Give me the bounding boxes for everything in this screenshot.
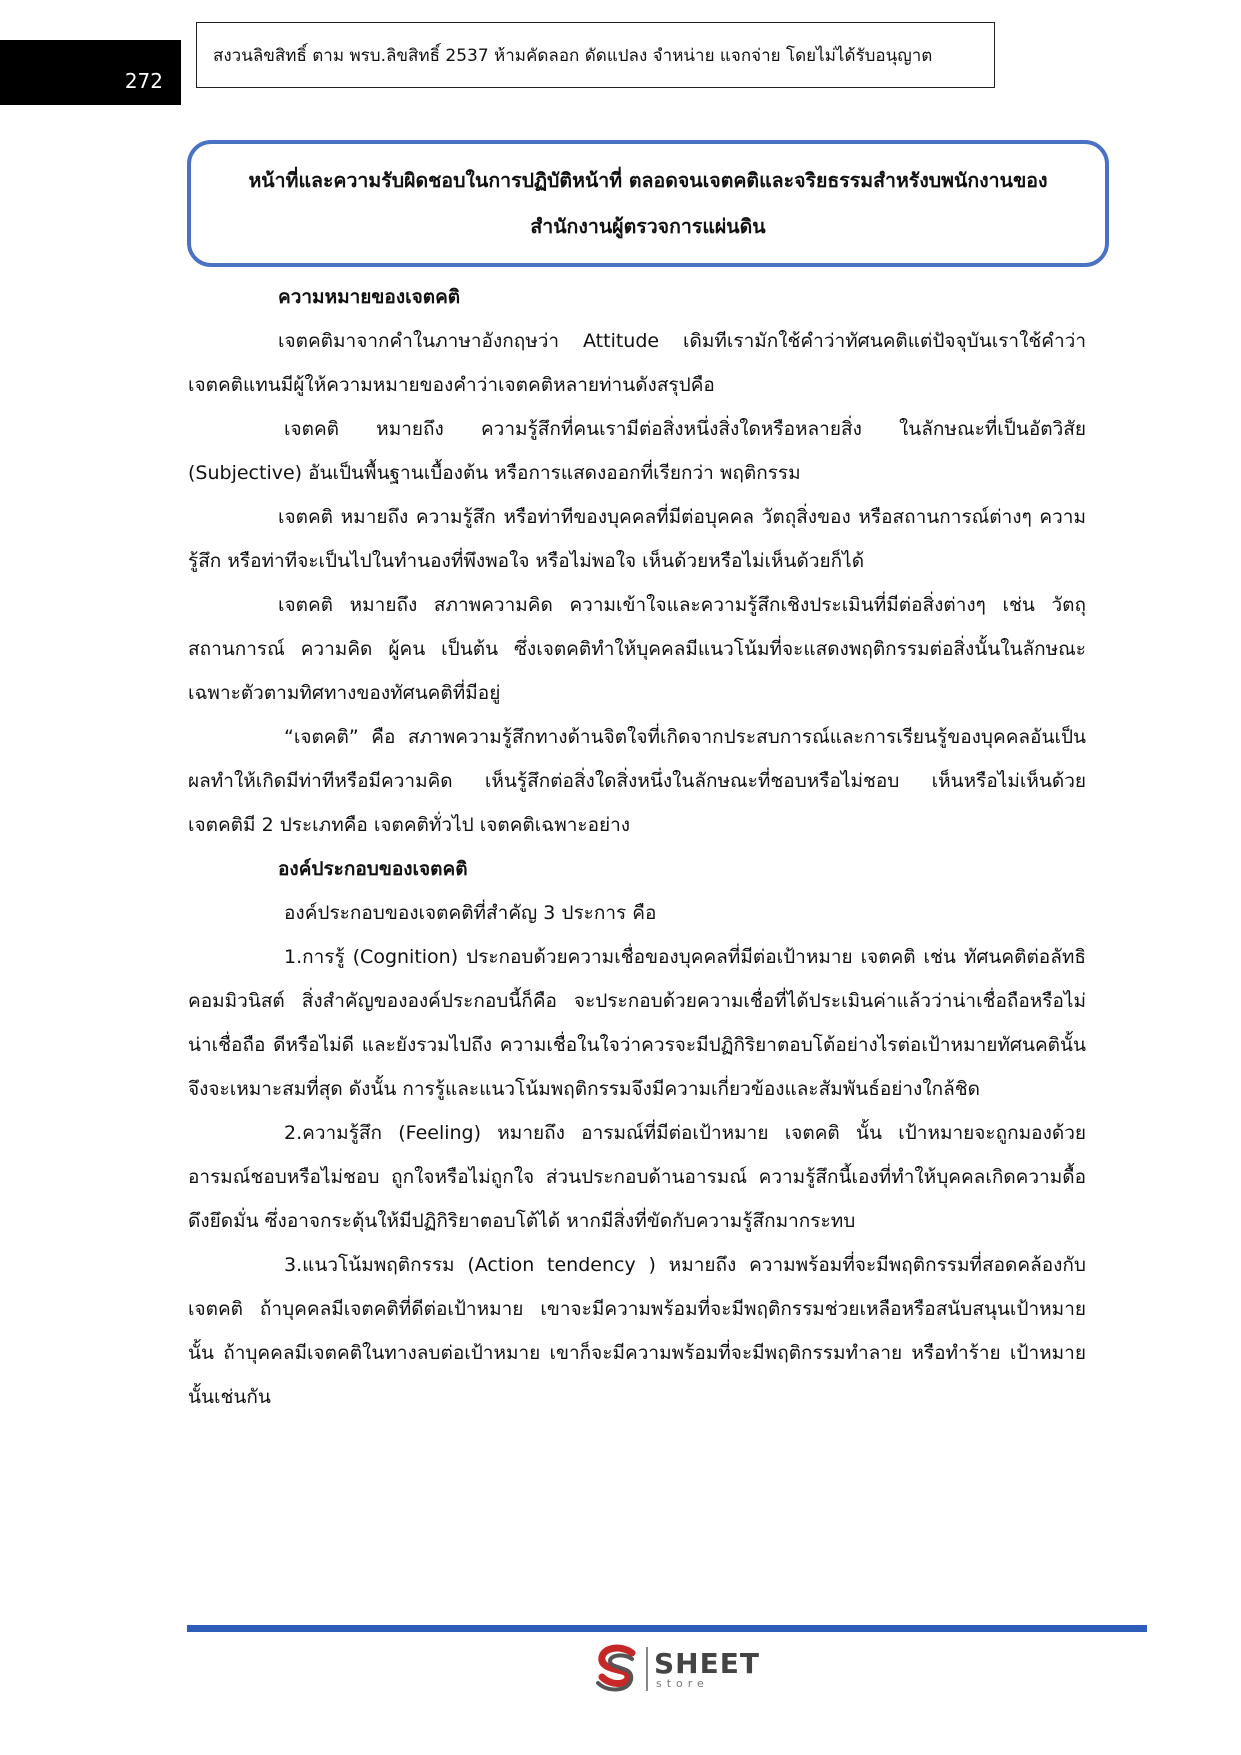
list-item: 2.ความรู้สึก (Feeling) หมายถึง อารมณ์ที่มีต่อเป้าหมาย เจตคติ นั้น เป้าหมายจะถูกมองด้วยอารมณ์ชอบหรือไม่ชอบ ถูกใจหรือไม่ถูกใจ ส่วนประกอบด้านอารมณ์ ความรู้สึกนี้เองที่ทำให้บุคคลเกิดความดื้อดึงยึดมั่น ซึ่งอาจกระตุ้นให้มีปฏิกิริยาตอบโต้ได้ หากมีสิ่งที่ขัดกับความรู้สึกมากระทบ <box>188 1122 1086 1232</box>
copyright-notice: สงวนลิขสิทธิ์ ตาม พรบ.ลิขสิทธิ์ 2537 ห้ามคัดลอก ดัดแปลง จำหน่าย แจกจ่าย โดยไม่ได้รับอนุญาต <box>196 22 995 88</box>
logo-subword: store <box>656 1676 709 1690</box>
section-heading-meaning: ความหมายของเจตคติ <box>278 286 461 308</box>
paragraph: เจตคติ หมายถึง ความรู้สึกที่คนเรามีต่อสิ่งหนึ่งสิ่งใดหรือหลายสิ่ง ในลักษณะที่เป็นอัตวิสัย (Subjective) อันเป็นพื้นฐานเบื้องต้น หรือการแสดงออกที่เรียกว่า พฤติกรรม <box>188 418 1086 484</box>
logo-s-icon <box>592 1643 642 1695</box>
list-item: 1.การรู้ (Cognition) ประกอบด้วยความเชื่อของบุคคลที่มีต่อเป้าหมาย เจตคติ เช่น ทัศนคติต่อลัทธิคอมมิวนิสต์ สิ่งสำคัญขององค์ประกอบนี้ก็คือ จะประกอบด้วยความเชื่อที่ได้ประเมินค่าแล้วว่าน่าเชื่อถือหรือไม่น่าเชื่อถือ ดีหรือไม่ดี และยังรวมไปถึง ความเชื่อในใจว่าควรจะมีปฏิกิริยาตอบโต้อย่างไรต่อเป้าหมายทัศนคตินั้นจึงจะเหมาะสมที่สุด ดังนั้น การรู้และแนวโน้มพฤติกรรมจึงมีความเกี่ยวข้องและสัมพันธ์อย่างใกล้ชิด <box>188 946 1086 1100</box>
logo-word: SHEET <box>654 1646 760 1680</box>
paragraph: องค์ประกอบของเจตคติที่สำคัญ 3 ประการ คือ <box>284 902 657 924</box>
footer-divider <box>187 1625 1147 1632</box>
section-heading-components: องค์ประกอบของเจตคติ <box>278 858 468 880</box>
title-line-2: สำนักงานผู้ตรวจการแผ่นดิน <box>530 214 766 238</box>
paragraph: เจตคติ หมายถึง สภาพความคิด ความเข้าใจและความรู้สึกเชิงประเมินที่มีต่อสิ่งต่างๆ เช่น วัตถุ สถานการณ์ ความคิด ผู้คน เป็นต้น ซึ่งเจตคติทำให้บุคคลมีแนวโน้มที่จะแสดงพฤติกรรมต่อสิ่งนั้นในลักษณะเฉพาะตัวตามทิศทางของทัศนคติที่มีอยู่ <box>188 594 1086 704</box>
title-box <box>187 140 1109 267</box>
logo-divider <box>646 1647 648 1691</box>
paragraph: เจตคติ หมายถึง ความรู้สึก หรือท่าทีของบุคคลที่มีต่อบุคคล วัตถุสิ่งของ หรือสถานการณ์ต่างๆ ความรู้สึก หรือท่าทีจะเป็นไปในทำนองที่พึงพอใจ หรือไม่พอใจ เห็นด้วยหรือไม่เห็นด้วยก็ได้ <box>188 506 1086 572</box>
sheet-store-logo <box>592 1640 762 1698</box>
title-line-1: หน้าที่และความรับผิดชอบในการปฏิบัติหน้าที่ ตลอดจนเจตคติและจริยธรรมสำหรังบพนักงานของ <box>248 168 1048 192</box>
page-number-tab <box>0 40 181 105</box>
paragraph: “เจตคติ” คือ สภาพความรู้สึกทางด้านจิตใจที่เกิดจากประสบการณ์และการเรียนรู้ของบุคคลอันเป็นผลทำให้เกิดมีท่าทีหรือมีความคิด เห็นรู้สึกต่อสิ่งใดสิ่งหนึ่งในลักษณะที่ชอบหรือไม่ชอบ เห็นหรือไม่เห็นด้วย เจตคติมี 2 ประเภทคือ เจตคติทั่วไป เจตคติเฉพาะอย่าง <box>188 726 1086 836</box>
page-number: 272 <box>124 69 163 93</box>
logo-text <box>654 1646 760 1690</box>
list-item: 3.แนวโน้มพฤติกรรม (Action tendency ) หมายถึง ความพร้อมที่จะมีพฤติกรรมที่สอดคล้องกับเจตคติ ถ้าบุคคลมีเจตคติที่ดีต่อเป้าหมาย เขาจะมีความพร้อมที่จะมีพฤติกรรมช่วยเหลือหรือสนับสนุนเป้าหมายนั้น ถ้าบุคคลมีเจตคติในทางลบต่อเป้าหมาย เขาก็จะมีความพร้อมที่จะมีพฤติกรรมทำลาย หรือทำร้าย เป้าหมายนั้นเช่นกัน <box>188 1254 1086 1408</box>
document-body <box>188 275 1086 1419</box>
paragraph: เจตคติมาจากคำในภาษาอังกฤษว่า Attitude เดิมทีเรามักใช้คำว่าทัศนคติแต่ปัจจุบันเราใช้คำว่าเจตคติแทนมีผู้ให้ความหมายของคำว่าเจตคติหลายท่านดังสรุปคือ <box>188 330 1086 396</box>
